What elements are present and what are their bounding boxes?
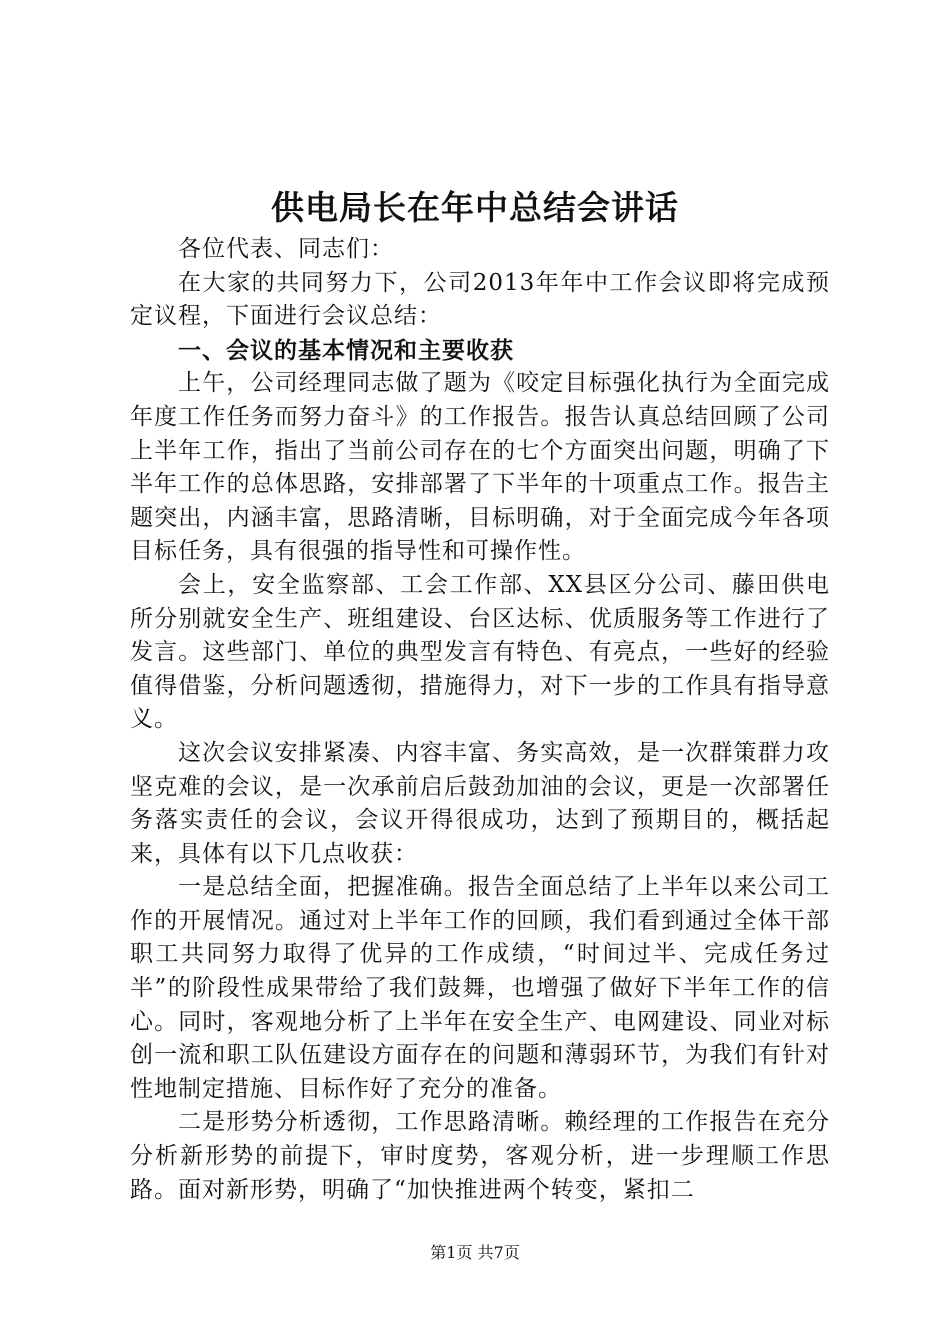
body-paragraph: 这次会议安排紧凑、内容丰富、务实高效，是一次群策群力攻坚克难的会议，是一次承前启后鼓劲加油的会议，更是一次部署任务落实责任的会议，会议开得很成功，达到了预期目的，概括起来，具体有以下几点收获： <box>130 739 830 867</box>
page-footer: 第1页 共7页 <box>430 1243 520 1262</box>
intro-paragraph: 在大家的共同努力下，公司2013年年中工作会议即将完成预定议程，下面进行会议总结： <box>130 269 830 330</box>
greeting-paragraph: 各位代表、同志们： <box>178 236 394 262</box>
document-title: 供电局长在年中总结会讲话 <box>271 188 679 227</box>
body-paragraph: 上午，公司经理同志做了题为《咬定目标强化执行为全面完成年度工作任务而努力奋斗》的工作报告。报告认真总结回顾了公司上半年工作，指出了当前公司存在的七个方面突出问题，明确了下半年工作的总体思路，安排部署了下半年的十项重点工作。报告主题突出，内涵丰富，思路清晰，目标明确，对于全面完成今年各项目标任务，具有很强的指导性和可操作性。 <box>130 370 830 565</box>
document-body <box>130 233 830 1207</box>
body-paragraph: 二是形势分析透彻，工作思路清晰。赖经理的工作报告在充分分析新形势的前提下，审时度势，客观分析，进一步理顺工作思路。面对新形势，明确了“加快推进两个转变，紧扣二 <box>130 1109 830 1203</box>
body-paragraph: 一是总结全面，把握准确。报告全面总结了上半年以来公司工作的开展情况。通过对上半年工作的回顾，我们看到通过全体干部职工共同努力取得了优异的工作成绩，“时间过半、完成任务过半”的阶段性成果带给了我们鼓舞，也增强了做好下半年工作的信心。同时，客观地分析了上半年在安全生产、电网建设、同业对标创一流和职工队伍建设方面存在的问题和薄弱环节，为我们有针对性地制定措施、目标作好了充分的准备。 <box>130 874 830 1102</box>
body-paragraph: 会上，安全监察部、工会工作部、XX县区分公司、藤田供电所分别就安全生产、班组建设、台区达标、优质服务等工作进行了发言。这些部门、单位的典型发言有特色、有亮点，一些好的经验值得借鉴，分析问题透彻，措施得力，对下一步的工作具有指导意义。 <box>130 571 830 733</box>
section-heading: 一、会议的基本情况和主要收获 <box>178 336 514 364</box>
